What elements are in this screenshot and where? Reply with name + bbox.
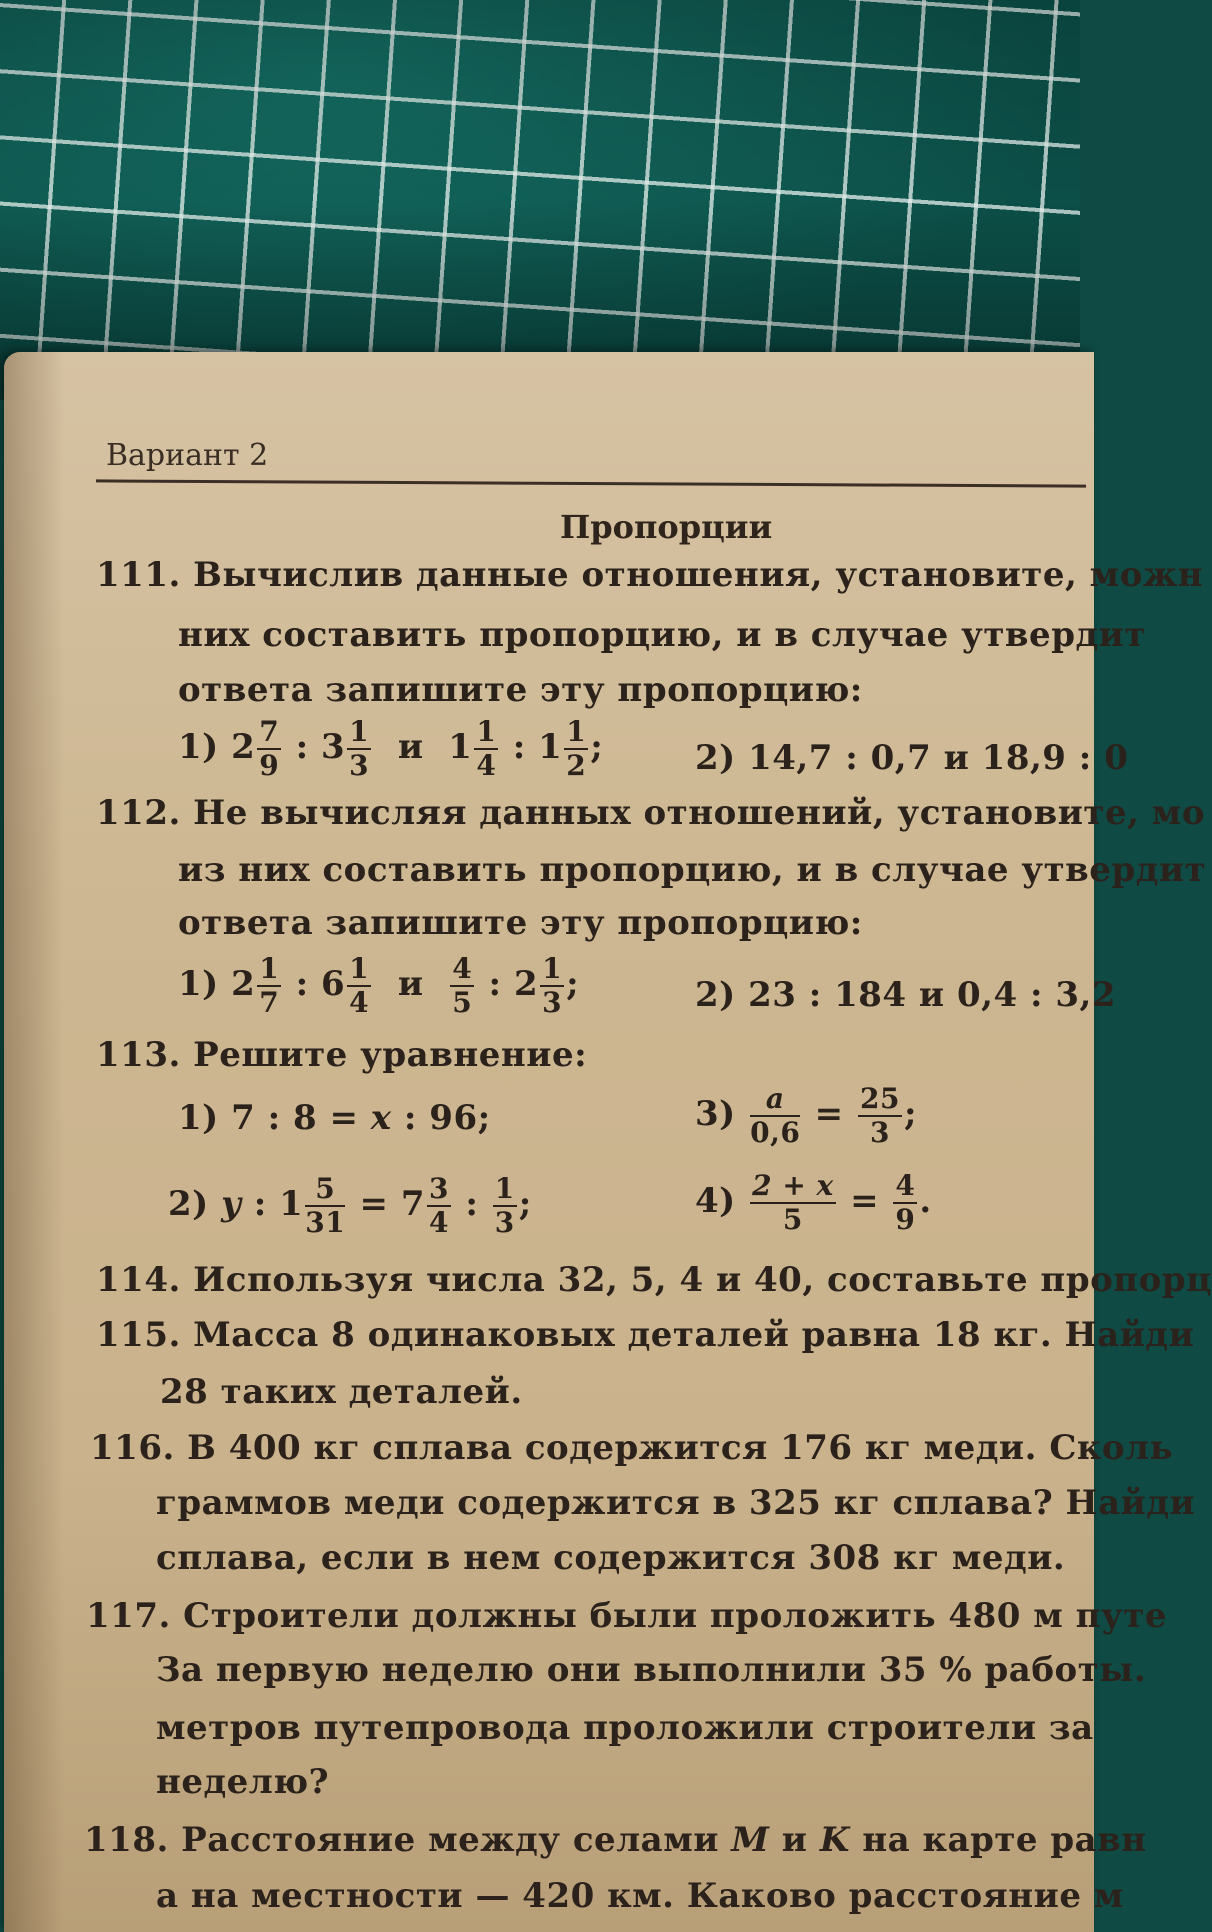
problem-111-line-1 xyxy=(96,555,1203,595)
problem-114-line-1 xyxy=(96,1260,1212,1300)
problem-116-line-3: сплава, если в нем содержится 308 кг меди. xyxy=(156,1538,1066,1578)
problem-114-number: 114. xyxy=(96,1260,181,1300)
fraction: $\frac{3}{4}$ xyxy=(429,1172,450,1239)
problem-117-line-4: неделю? xyxy=(156,1762,330,1802)
mixed-whole: 1 xyxy=(448,727,473,767)
mixed-whole: 2 xyxy=(513,964,539,1004)
equation-4: 4) $\frac{2 + x}{5}$ = $\frac{4}{9}$ . xyxy=(695,1169,932,1236)
fraction: $\frac{7}{9}$ xyxy=(259,715,280,782)
problem-111-text-1: Вычислив данные отношения, установите, можн xyxy=(193,555,1204,595)
equation-3: 3) $\frac{a}{0,6}$ = $\frac{25}{3}$ ; xyxy=(695,1082,918,1149)
variant-header: Вариант 2 xyxy=(106,438,269,473)
problem-112-number: 112. xyxy=(96,793,181,833)
problem-111-line-3: ответа запишите эту пропорцию: xyxy=(178,670,863,710)
fraction: $\frac{1}{3}$ xyxy=(349,715,370,782)
equation-1: 1) 7 : 8 = x : 96; xyxy=(178,1098,491,1138)
problem-112-line-3: ответа запишите эту пропорцию: xyxy=(178,903,863,943)
problem-115-text-1: Масса 8 одинаковых деталей равна 18 кг. Найди xyxy=(193,1315,1195,1355)
problem-116-number: 116. xyxy=(90,1428,175,1468)
fraction: $\frac{1}{4}$ xyxy=(476,715,497,782)
problem-118-line-2: а на местности — 420 км. Каково расстояние м xyxy=(156,1876,1124,1916)
mixed-whole: 2 xyxy=(231,727,256,767)
section-title: Пропорции xyxy=(560,508,773,546)
problem-117-line-1 xyxy=(86,1596,1167,1636)
fraction: $\frac{1}{3}$ xyxy=(494,1172,515,1239)
mixed-whole: 3 xyxy=(320,727,346,767)
fraction: $\frac{4}{9}$ xyxy=(895,1169,916,1236)
problem-117-text-1: Строители должны были проложить 480 м путе xyxy=(183,1596,1167,1636)
fraction: $\frac{25}{3}$ xyxy=(859,1082,900,1149)
problem-116-line-2: граммов меди содержится в 325 кг сплава? Найди xyxy=(156,1483,1196,1523)
problem-111-item-1: 1) 2 $\frac{7}{9}$ : 3 $\frac{1}{3}$ и 1 $\frac{1}{4}$ : 1 $\frac{1}{2}$ ; xyxy=(178,715,604,782)
problem-112-item-2: 2) 23 : 184 и 0,4 : 3,2 xyxy=(695,975,1117,1015)
fraction: $\frac{2 + x}{5}$ xyxy=(752,1169,834,1236)
problem-117-line-3: метров путепровода проложили строители за xyxy=(156,1708,1094,1748)
problem-115-line-1 xyxy=(96,1315,1194,1355)
fraction: $\frac{5}{31}$ xyxy=(305,1172,346,1239)
conjunction: и xyxy=(397,964,424,1004)
fraction: $\frac{1}{2}$ xyxy=(566,715,587,782)
fraction: $\frac{1}{4}$ xyxy=(349,952,370,1019)
problem-111-item-2: 2) 14,7 : 0,7 и 18,9 : 0 xyxy=(695,738,1129,778)
fraction: $\frac{4}{5}$ xyxy=(452,952,473,1019)
problem-112-line-1 xyxy=(96,793,1205,833)
problem-111-number: 111. xyxy=(96,555,181,595)
mixed-whole: 1 xyxy=(538,727,563,767)
problem-116-line-1 xyxy=(90,1428,1173,1468)
mixed-whole: 2 xyxy=(231,964,256,1004)
item-label: 1) xyxy=(178,964,219,1004)
problem-116-text-1: В 400 кг сплава содержится 176 кг меди. Сколь xyxy=(187,1428,1174,1468)
fraction: $\frac{a}{0,6}$ xyxy=(750,1082,801,1149)
problem-115-line-2: 28 таких деталей. xyxy=(160,1372,523,1412)
fraction: $\frac{1}{7}$ xyxy=(259,952,280,1019)
mat-shadow xyxy=(0,0,1080,400)
problem-113-title: Решите уравнение: xyxy=(193,1035,588,1075)
problem-115-number: 115. xyxy=(96,1315,181,1355)
problem-114-text-1: Используя числа 32, 5, 4 и 40, составьте пропорц xyxy=(193,1260,1212,1300)
problem-117-number: 117. xyxy=(86,1596,171,1636)
problem-111-line-2: них составить пропорцию, и в случае утвердит xyxy=(178,615,1146,655)
problem-118-line-1: 118. Расстояние между селами M и K на карте равн xyxy=(84,1820,1147,1860)
conjunction: и xyxy=(397,727,424,767)
fraction: $\frac{1}{3}$ xyxy=(542,952,563,1019)
problem-113-number: 113. xyxy=(96,1035,181,1075)
item-label: 1) xyxy=(178,727,219,767)
problem-112-line-2: из них составить пропорцию, и в случае утвердит xyxy=(178,850,1207,890)
problem-118-number: 118. xyxy=(84,1820,169,1860)
mixed-whole: 6 xyxy=(320,964,346,1004)
problem-112-text-1: Не вычисляя данных отношений, установите, мо xyxy=(193,793,1205,833)
problem-112-item-1: 1) 2 $\frac{1}{7}$ : 6 $\frac{1}{4}$ и $\frac{4}{5}$ : 2 $\frac{1}{3}$ ; xyxy=(178,952,580,1019)
problem-117-line-2: За первую неделю они выполнили 35 % работы. xyxy=(156,1650,1147,1690)
equation-2: 2) y : 1 $\frac{5}{31}$ = 7 $\frac{3}{4}$ : $\frac{1}{3}$ ; xyxy=(168,1172,532,1239)
problem-113-line-1 xyxy=(96,1035,587,1075)
